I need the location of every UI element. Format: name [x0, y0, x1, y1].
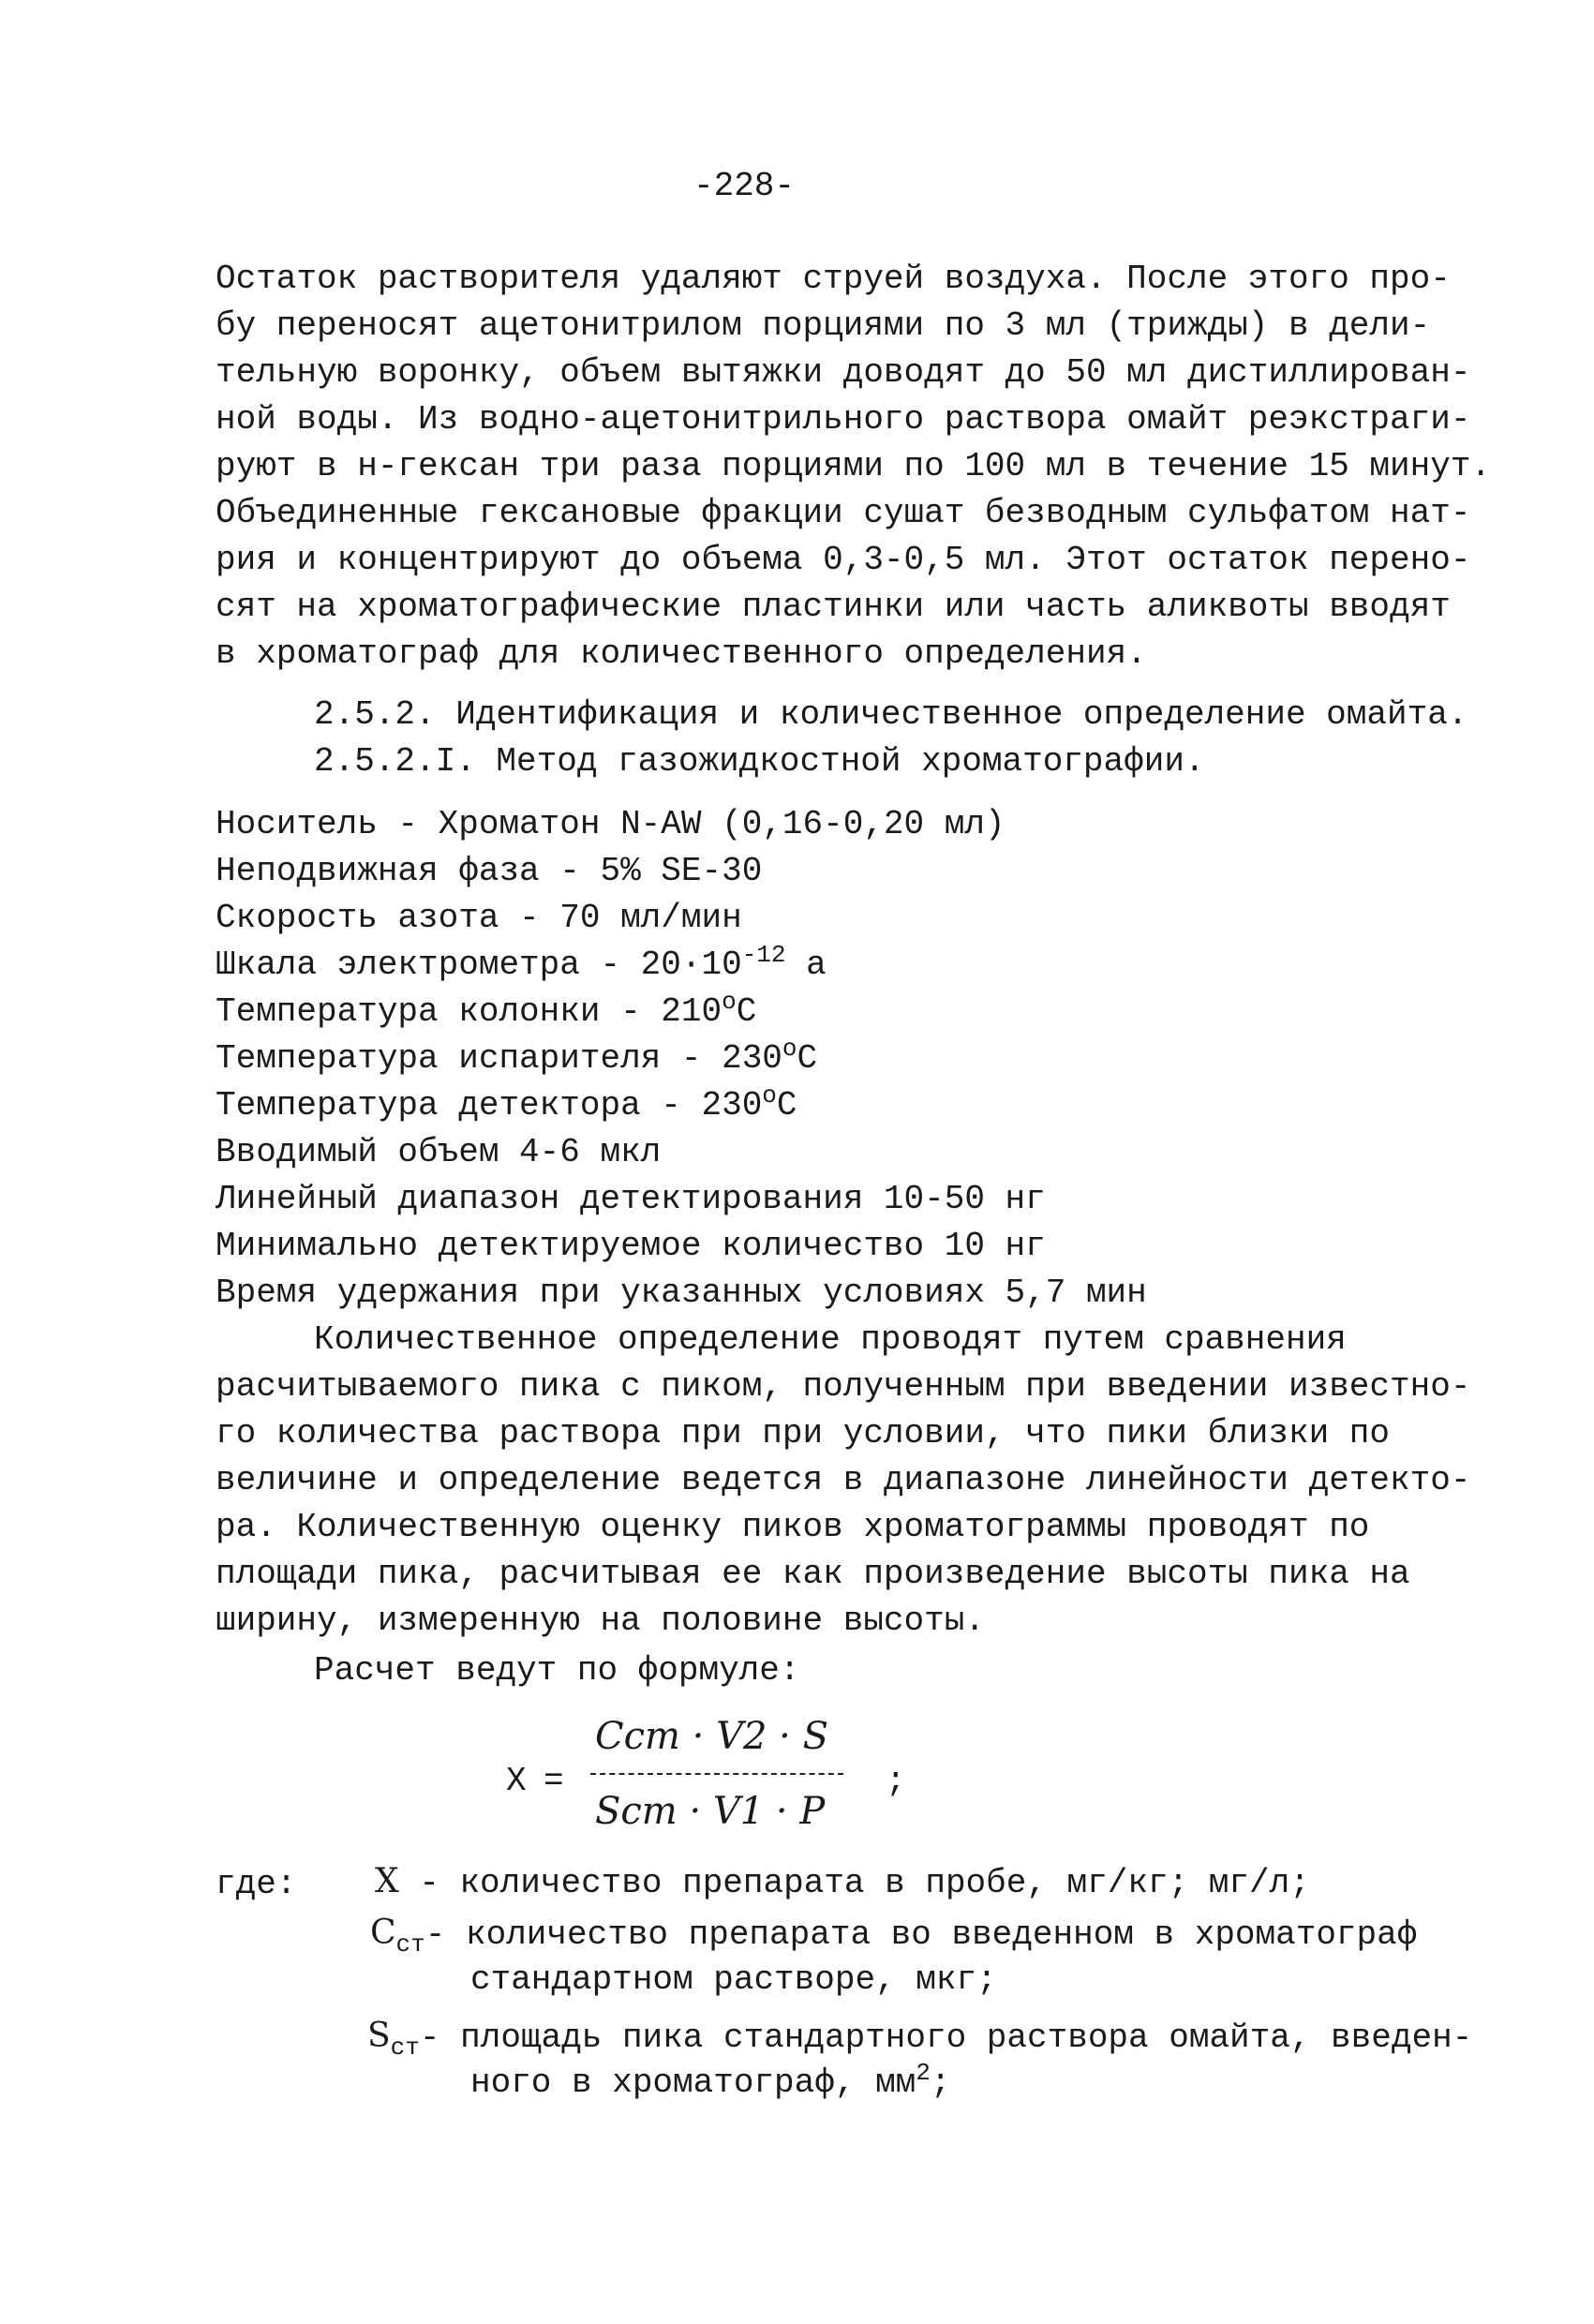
degree-sign: o: [782, 1035, 797, 1063]
condition-line-temperature: [216, 1081, 797, 1125]
definition-cst-cont: стандартном растворе, мкг;: [470, 1960, 997, 1999]
definition-text: ного в хроматограф, мм: [470, 2063, 916, 2102]
condition-line-temperature: [216, 988, 757, 1031]
condition-line: Линейный диапазон детектирования 10-50 нг: [216, 1180, 1046, 1218]
scale-text: Шкала электрометра - 20·10: [216, 946, 742, 984]
paragraph1-line: бу переносят ацетонитрилом порциями по 3 мл (трижды) в дели-: [216, 306, 1431, 345]
scale-unit: а: [785, 946, 827, 984]
condition-line: Неподвижная фаза - 5% SE-30: [216, 852, 763, 890]
condition-line-scale: [216, 941, 827, 984]
definition-symbol-sub: ст: [390, 2034, 420, 2063]
section-heading-2-5-2: 2.5.2. Идентификация и количественное определение омайта.: [314, 695, 1468, 734]
definition-dash: -: [425, 1915, 466, 1954]
definition-text-sup: 2: [916, 2059, 931, 2087]
paragraph1-line: в хроматограф для количественного определения.: [216, 634, 1147, 673]
temp-unit: C: [797, 1039, 818, 1078]
condition-line-temperature: [216, 1035, 818, 1078]
formula: [506, 1715, 956, 1855]
definition-sst: [367, 2017, 1473, 2063]
paragraph1-line: Объединенные гексановые фракции сушат безводным сульфатом нат-: [216, 494, 1471, 532]
paragraph1-line: руют в н-гексан три раза порциями по 100 мл в течение 15 минут.: [216, 447, 1492, 485]
paragraph1-line: тельную воронку, объем вытяжки доводят до 50 мл дистиллирован-: [216, 353, 1471, 392]
formula-denominator: Sст · V1 · P: [595, 1790, 826, 1833]
condition-line: Минимально детектируемое количество 10 нг: [216, 1227, 1046, 1265]
paragraph1-line: ной воды. Из водно-ацетонитрильного раствора омайт реэкстраги-: [216, 400, 1471, 439]
section-heading-2-5-2-1: 2.5.2.I. Метод газожидкостной хроматографии.: [314, 742, 1205, 781]
definition-text: количество препарата во введенном в хроматограф: [465, 1915, 1418, 1954]
condition-line: Время удержания при указанных условиях 5,7 мин: [216, 1274, 1147, 1312]
condition-line: Скорость азота - 70 мл/мин: [216, 899, 742, 937]
temp-unit: C: [736, 992, 757, 1031]
degree-sign: o: [762, 1081, 777, 1110]
definition-text: площадь пика стандартного раствора омайта, введен-: [460, 2019, 1473, 2057]
formula-semicolon: ;: [886, 1762, 906, 1800]
definition-dash: -: [398, 1864, 460, 1902]
temp-text: Температура испарителя - 230: [216, 1039, 782, 1078]
paragraph2-line: расчитываемого пика с пиком, полученным при введении известно-: [216, 1367, 1471, 1406]
definition-symbol: X: [375, 1862, 399, 1900]
paragraph1-line: сят на хроматографические пластинки или часть аликвоты вводят: [216, 588, 1451, 626]
definition-dash: -: [419, 2019, 461, 2057]
paragraph2-line: го количества раствора при при условии, что пики близки по: [216, 1414, 1391, 1452]
paragraph1-line: Остаток растворителя удаляют струей воздуха. После этого про-: [216, 260, 1451, 298]
paragraph2-line: ра. Количественную оценку пиков хроматограммы проводят по: [216, 1508, 1370, 1546]
paragraph2-line: площади пика, расчитывая ее как произведение высоты пика на: [216, 1555, 1410, 1593]
definition-symbol-sub: ст: [395, 1930, 425, 1959]
paragraph1-line: рия и концентрируют до объема 0,3-0,5 мл. Этот остаток перено-: [216, 541, 1471, 579]
definition-cst: [370, 1914, 1418, 1959]
fraction-bar: [590, 1773, 843, 1775]
page-number: -228-: [693, 167, 796, 205]
scale-exponent: -12: [741, 941, 786, 969]
definition-sst-cont: [470, 2059, 951, 2102]
condition-line: Вводимый объем 4-6 мкл: [216, 1133, 662, 1171]
definition-symbol: C: [370, 1914, 396, 1952]
formula-equals: =: [544, 1762, 564, 1800]
paragraph2-line: Количественное определение проводят путем сравнения: [314, 1320, 1347, 1359]
definition-text: количество препарата в пробе, мг/кг; мг/л;: [459, 1864, 1310, 1902]
definition-x: [375, 1862, 1310, 1902]
definition-text-end: ;: [930, 2063, 951, 2102]
where-label: где:: [216, 1865, 297, 1903]
degree-sign: o: [722, 988, 737, 1016]
condition-line: Носитель - Хроматон N-AW (0,16-0,20 мл): [216, 805, 1006, 843]
temp-text: Температура колонки - 210: [216, 992, 723, 1031]
definition-symbol: S: [367, 2017, 391, 2055]
formula-lhs: X: [506, 1762, 527, 1800]
paragraph2-line: ширину, измеренную на половине высоты.: [216, 1601, 985, 1640]
paragraph2-line: величине и определение ведется в диапазоне линейности детекто-: [216, 1461, 1471, 1499]
formula-numerator: Cст · V2 · S: [595, 1715, 828, 1758]
temp-unit: C: [776, 1086, 797, 1125]
formula-intro: Расчет ведут по формуле:: [314, 1651, 800, 1690]
temp-text: Температура детектора - 230: [216, 1086, 763, 1125]
